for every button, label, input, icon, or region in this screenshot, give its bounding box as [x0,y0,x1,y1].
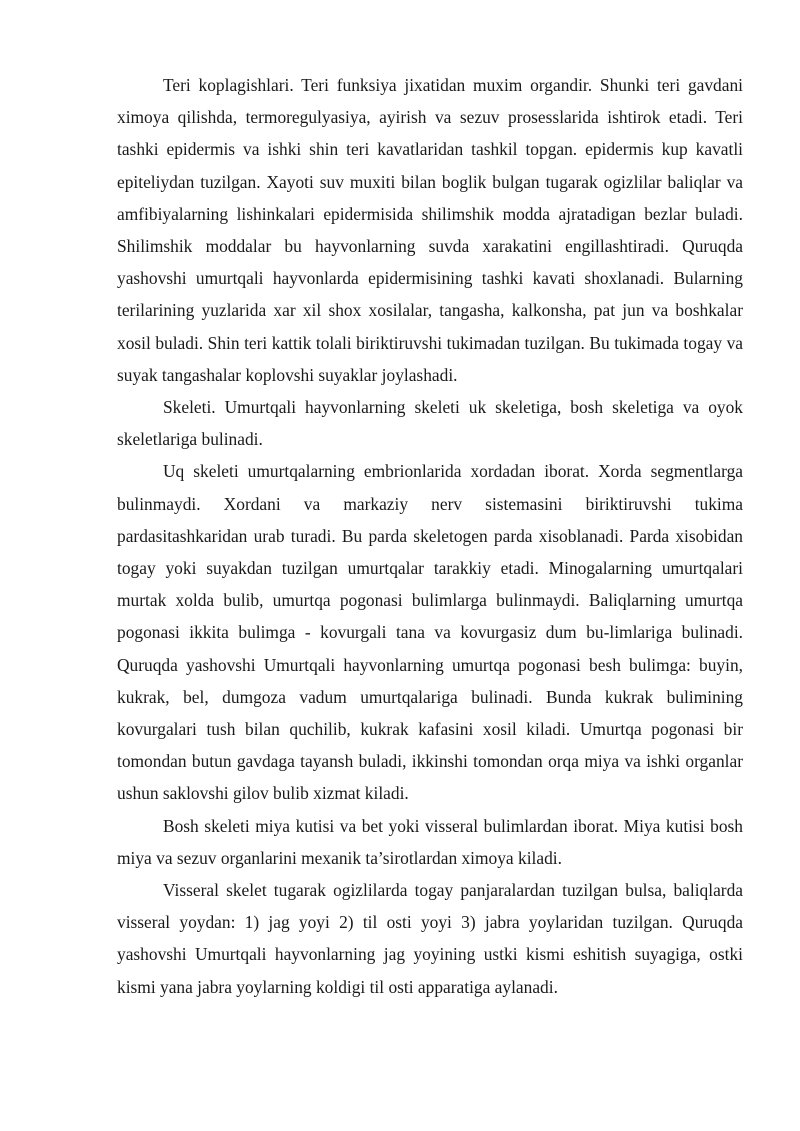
paragraph-skin-covering: Teri koplagishlari. Teri funksiya jixatidan muxim organdir. Shunki teri gavdani ximoya qilishda, termoregulyasiya, ayirish va sezuv prosesslarida ishtirok etadi. Teri tashki epidermis va ishki shin teri kavatlaridan tashkil topgan. epidermis kup kavatli epiteliydan tuzilgan. Xayoti suv muxiti bilan boglik bulgan tugarak ogizlilar baliqlar va amfibiyalarning lishinkalari epidermisida shilimshik modda ajratadigan bezlar buladi. Shilimshik moddalar bu hayvonlarning suvda xarakatini engillashtiradi. Quruqda yashovshi umurtqali hayvonlarda epidermisining tashki kavati shoxlanadi. Bularning terilarining yuzlarida xar xil shox xosilalar, tangasha, kalkonsha, pat jun va boshkalar xosil buladi. Shin teri kattik tolali biriktiruvshi tukimadan tuzilgan. Bu tukimada togay va suyak tangashalar koplovshi suyaklar joylashadi. [117,75,743,385]
paragraph-skeleton-intro: Skeleti. Umurtqali hayvonlarning skeleti uk skeletiga, bosh skeletiga va oyok skeletlariga bulinadi. [117,397,743,450]
document-body [117,69,743,1003]
paragraph-axial-skeleton: Uq skeleti umurtqalarning embrionlarida xordadan iborat. Xorda segmentlarga bulinmaydi. Xordani va markaziy nerv sistemasini biriktiruvshi tukima pardasitashkaridan urab turadi. Bu parda skeletogen parda xisoblanadi. Parda xisobidan togay yoki suyakdan tuzilgan umurtqalar tarakkiy etadi. Minogalarning umurtqalari murtak xolda bulib, umurtqa pogonasi bulimlarga bulinmaydi. Baliqlarning umurtqa pogonasi ikkita bulimga - kovurgali tana va kovurgasiz dum bu-limlariga bulinadi. Quruqda yashovshi Umurtqali hayvonlarning umurtqa pogonasi besh bulimga: buyin, kukrak, bel, dumgoza vadum umurtqalariga bulinadi. Bunda kukrak bulimining kovurgalari tush bilan quchilib, kukrak kafasini xosil kiladi. Umurtqa pogonasi bir tomondan butun gavdaga tayansh buladi, ikkinshi tomondan orqa miya va ishki organlar ushun saklovshi gilov bulib xizmat kiladi. [117,461,743,804]
paragraph-visceral-skeleton: Visseral skelet tugarak ogizlilarda togay panjaralardan tuzilgan bulsa, baliqlarda visseral yoydan: 1) jag yoyi 2) til osti yoyi 3) jabra yoylaridan tuzilgan. Quruqda yashovshi Umurtqali hayvonlarning jag yoyining ustki kismi eshitish suyagiga, ostki kismi yana jabra yoylarning koldigi til osti apparatiga aylanadi. [117,880,743,997]
paragraph-head-skeleton: Bosh skeleti miya kutisi va bet yoki visseral bulimlardan iborat. Miya kutisi bosh miya va sezuv organlarini mexanik ta’sirotlardan ximoya kiladi. [117,815,743,868]
